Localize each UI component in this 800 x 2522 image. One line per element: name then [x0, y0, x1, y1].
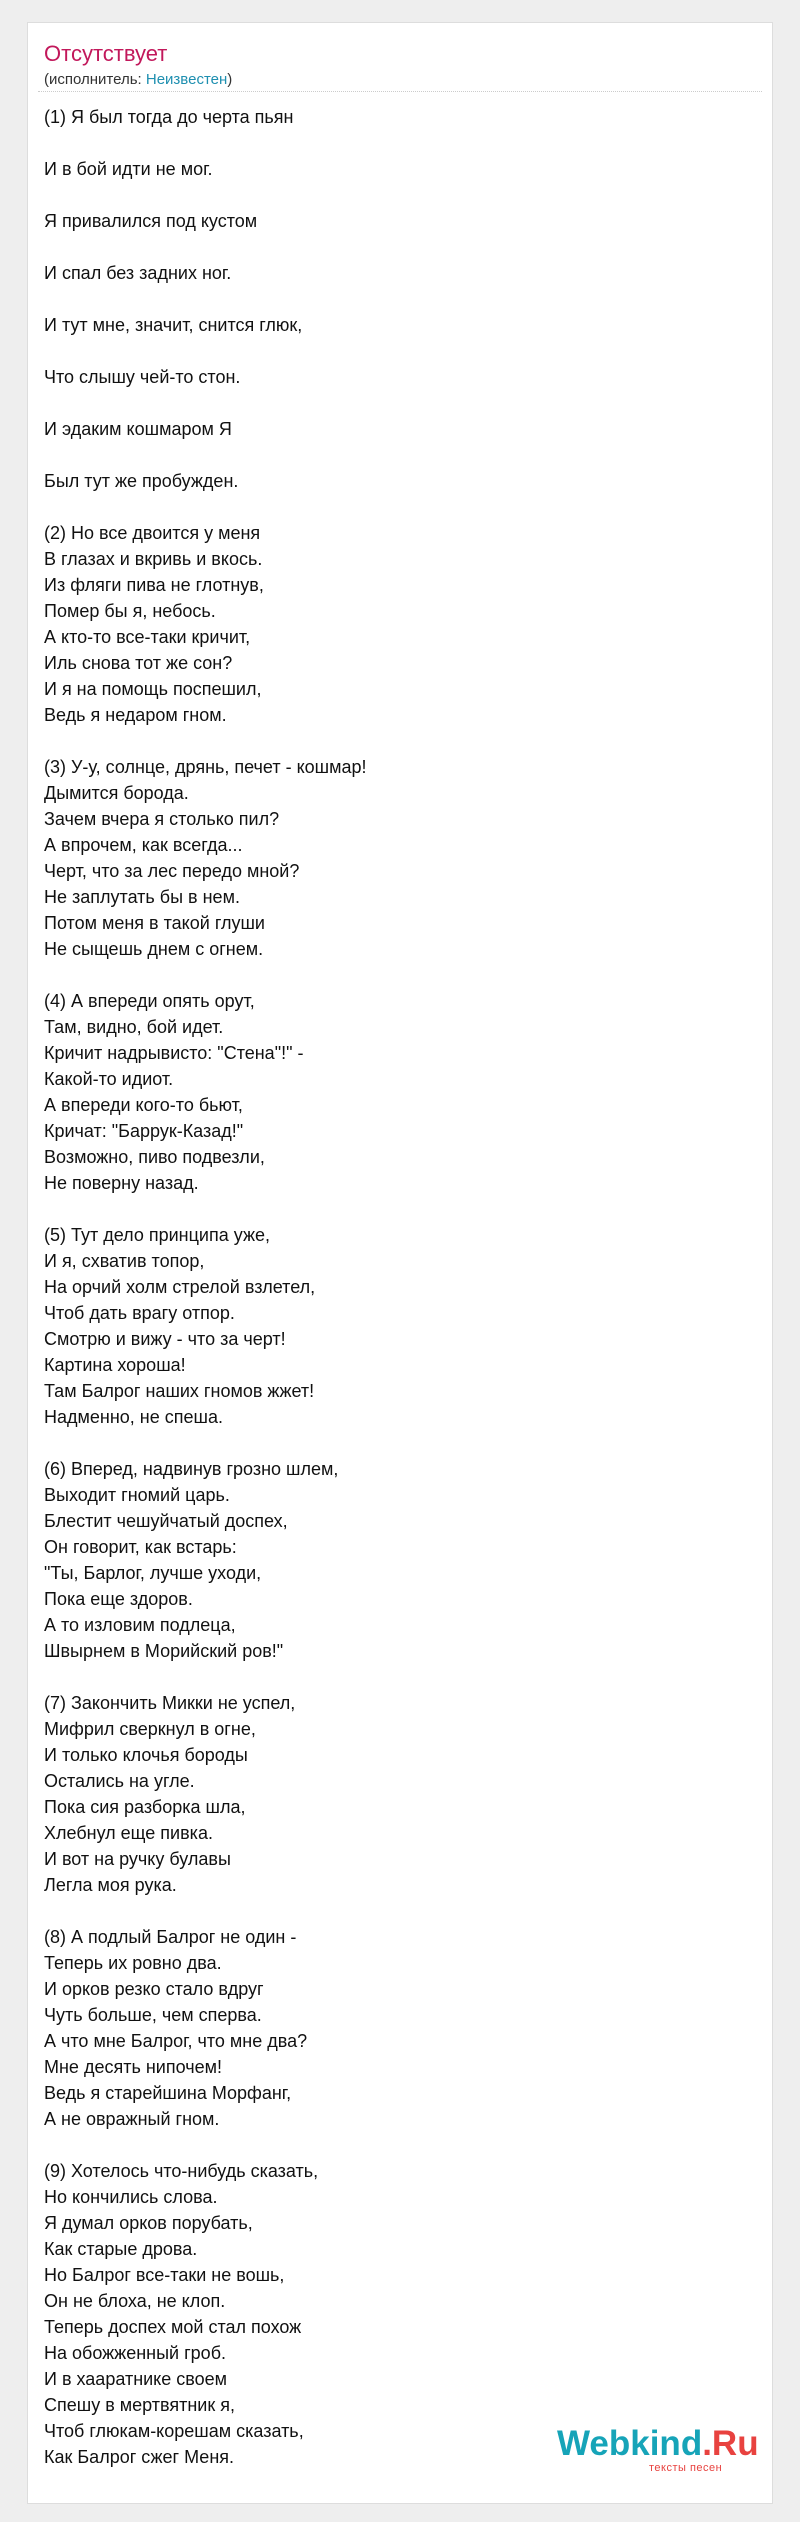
lyric-line: (1) Я был тогда до черта пьян: [44, 107, 294, 127]
lyric-line: (7) Закончить Микки не успел,: [44, 1693, 296, 1713]
lyric-line: Там Балрог наших гномов жжет!: [44, 1381, 315, 1401]
lyric-line: Пока сия разборка шла,: [44, 1797, 246, 1817]
lyric-line: Не заплутать бы в нем.: [44, 887, 240, 907]
lyric-line: Но кончились слова.: [44, 2187, 218, 2207]
lyric-line: Картина хороша!: [44, 1355, 186, 1375]
lyric-line: Легла моя рука.: [44, 1875, 177, 1895]
lyric-line: Ведь я старейшина Морфанг,: [44, 2083, 292, 2103]
lyric-line: Иль снова тот же сон?: [44, 653, 233, 673]
lyric-line: Кричит надрывисто: "Стена"!" -: [44, 1043, 304, 1063]
lyric-line: И орков резко стало вдруг: [44, 1979, 264, 1999]
song-title: Отсутствует: [44, 41, 168, 66]
lyric-line: Он не блоха, не клоп.: [44, 2291, 226, 2311]
logo-web-text: Webkind: [557, 2424, 703, 2463]
lyric-line: (8) А подлый Балрог не один -: [44, 1927, 297, 1947]
lyric-line: Я привалился под кустом: [44, 211, 258, 231]
lyric-line: Возможно, пиво подвезли,: [44, 1147, 265, 1167]
lyric-line: А кто-то все-таки кричит,: [44, 627, 251, 647]
lyric-line: (9) Хотелось что-нибудь сказать,: [44, 2161, 319, 2181]
lyric-line: Чуть больше, чем сперва.: [44, 2005, 262, 2025]
lyric-line: Дымится борода.: [44, 783, 189, 803]
lyric-line: Не сыщешь днем с огнем.: [44, 939, 264, 959]
lyric-line: Не поверну назад.: [44, 1173, 199, 1193]
lyric-line: (6) Вперед, надвинув грозно шлем,: [44, 1459, 339, 1479]
lyric-line: Но Балрог все-таки не вошь,: [44, 2265, 285, 2285]
lyric-line: И тут мне, значит, снится глюк,: [44, 315, 303, 335]
lyric-line: Надменно, не спеша.: [44, 1407, 223, 1427]
lyric-line: И я, схватив топор,: [44, 1251, 205, 1271]
lyric-line: Там, видно, бой идет.: [44, 1017, 224, 1037]
artist-line: [44, 71, 232, 89]
webkind-logo[interactable]: [557, 2424, 757, 2484]
lyric-line: И эдаким кошмаром Я: [44, 419, 232, 439]
lyric-line: Остались на угле.: [44, 1771, 195, 1791]
lyric-line: Смотрю и вижу - что за черт!: [44, 1329, 286, 1349]
lyric-line: Помер бы я, небось.: [44, 601, 216, 621]
logo-ru-text: .Ru: [702, 2424, 759, 2463]
lyric-line: (2) Но все двоится у меня: [44, 523, 261, 543]
logo-tagline: тексты песен: [649, 2462, 723, 2474]
lyric-line: И в хаaратнике своем: [44, 2369, 228, 2389]
lyric-line: А впереди кого-то бьют,: [44, 1095, 243, 1115]
lyric-line: Блестит чешуйчатый доспех,: [44, 1511, 288, 1531]
artist-link[interactable]: Неизвестен: [145, 71, 228, 88]
lyric-line: Ведь я недаром гном.: [44, 705, 227, 725]
lyric-line: Из фляги пива не глотнув,: [44, 575, 264, 595]
lyrics-card: [27, 22, 773, 2504]
lyric-line: И спал без задних ног.: [44, 263, 232, 283]
lyrics-text: [44, 104, 744, 2470]
lyric-line: А что мне Балрог, что мне два?: [44, 2031, 308, 2051]
lyric-line: (4) А впереди опять орут,: [44, 991, 255, 1011]
lyric-line: На орчий холм стрелой взлетел,: [44, 1277, 316, 1297]
lyric-line: И только клочья бороды: [44, 1745, 248, 1765]
lyric-line: Мифрил сверкнул в огне,: [44, 1719, 256, 1739]
lyric-line: Черт, что за лес передо мной?: [44, 861, 300, 881]
lyric-line: А не овражный гном.: [44, 2109, 220, 2129]
lyric-line: Кричат: "Баррук-Казад!": [44, 1121, 244, 1141]
lyric-line: В глазах и вкривь и вкось.: [44, 549, 263, 569]
lyric-line: Как Балрог сжег Меня.: [44, 2447, 235, 2467]
lyric-line: Выходит гномий царь.: [44, 1485, 230, 1505]
lyric-line: Спешу в мертвятник я,: [44, 2395, 235, 2415]
lyric-line: (5) Тут дело принципа уже,: [44, 1225, 270, 1245]
lyric-line: Теперь их ровно два.: [44, 1953, 222, 1973]
lyric-line: Швырнем в Морийский ров!": [44, 1641, 284, 1661]
artist-suffix: ): [227, 71, 233, 88]
lyric-line: Теперь доспех мой стал похож: [44, 2317, 302, 2337]
lyric-line: (3) У-у, солнце, дрянь, печет - кошмар!: [44, 757, 367, 777]
lyric-line: И я на помощь поспешил,: [44, 679, 262, 699]
lyric-line: А впрочем, как всегда...: [44, 835, 243, 855]
artist-prefix: (исполнитель:: [44, 71, 146, 88]
lyric-line: Что слышу чей-то стон.: [44, 367, 241, 387]
lyric-line: И вот на ручку булавы: [44, 1849, 231, 1869]
lyric-line: Пока еще здоров.: [44, 1589, 193, 1609]
lyric-line: На обожженный гроб.: [44, 2343, 227, 2363]
lyric-line: Я думал орков порубать,: [44, 2213, 253, 2233]
lyric-line: Хлебнул еще пивка.: [44, 1823, 213, 1843]
lyric-line: Как старые дрова.: [44, 2239, 198, 2259]
title-divider: [38, 91, 762, 92]
lyric-line: Он говорит, как встарь:: [44, 1537, 237, 1557]
logo-wordmark: [557, 2424, 759, 2464]
lyric-line: И в бой идти не мог.: [44, 159, 213, 179]
lyric-line: Потом меня в такой глуши: [44, 913, 265, 933]
lyric-line: "Ты, Барлог, лучше уходи,: [44, 1563, 262, 1583]
lyric-line: Был тут же пробужден.: [44, 471, 239, 491]
lyric-line: Зачем вчера я столько пил?: [44, 809, 280, 829]
lyric-line: А то изловим подлеца,: [44, 1615, 236, 1635]
lyric-line: Какой-то идиот.: [44, 1069, 174, 1089]
lyric-line: Чтоб глюкам-корешам сказать,: [44, 2421, 304, 2441]
lyric-line: Чтоб дать врагу отпор.: [44, 1303, 235, 1323]
lyric-line: Мне десять нипочем!: [44, 2057, 222, 2077]
